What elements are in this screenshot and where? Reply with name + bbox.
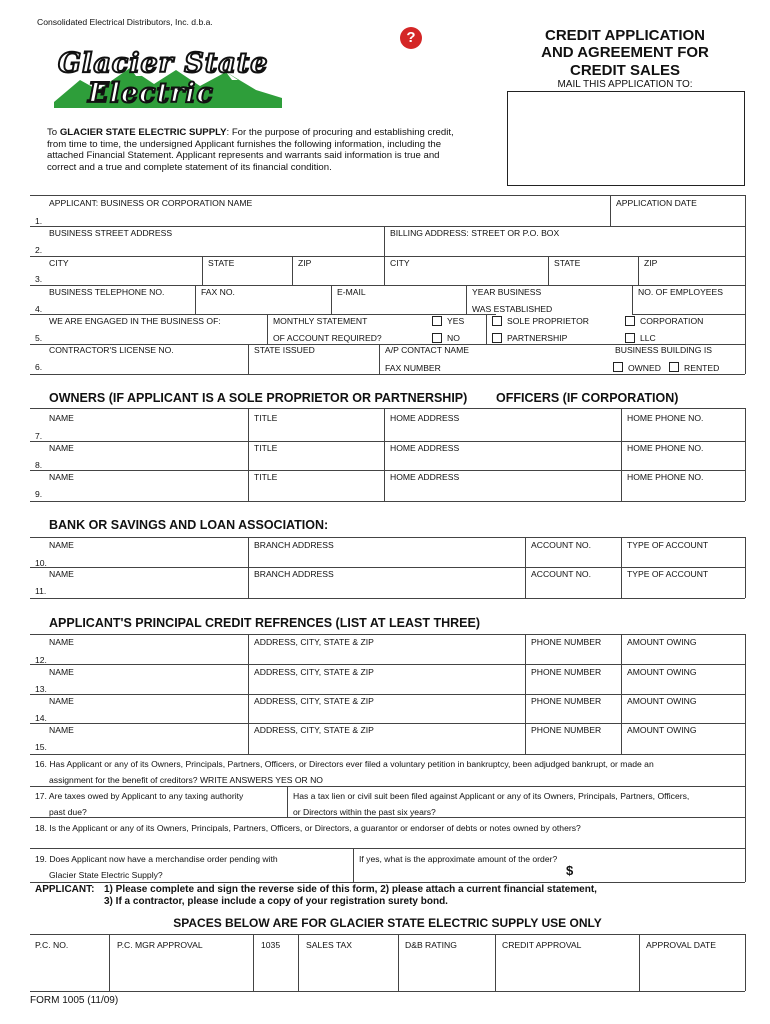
street-address-field[interactable]: BUSINESS STREET ADDRESS <box>49 228 173 238</box>
reference-address-field[interactable]: ADDRESS, CITY, STATE & ZIP <box>254 725 374 735</box>
officers-heading: OFFICERS (IF CORPORATION) <box>496 391 679 405</box>
question-19[interactable]: 19. Does Applicant now have a merchandise order pending with <box>35 854 278 864</box>
pc-mgr-approval-field[interactable]: P.C. MGR APPROVAL <box>117 940 203 950</box>
billing-address-field[interactable]: BILLING ADDRESS: STREET OR P.O. BOX <box>390 228 560 238</box>
owner-name-field[interactable]: NAME <box>49 472 74 482</box>
application-date-field[interactable]: APPLICATION DATE <box>616 198 697 208</box>
owner-name-field[interactable]: NAME <box>49 443 74 453</box>
billing-city-field[interactable]: CITY <box>390 258 410 268</box>
bank-branch-field[interactable]: BRANCH ADDRESS <box>254 540 334 550</box>
instructions-line2: 3) If a contractor, please include a copy of your registration surety bond. <box>104 896 448 907</box>
office-use-heading: SPACES BELOW ARE FOR GLACIER STATE ELECTRIC SUPPLY USE ONLY <box>173 916 602 930</box>
reference-phone-field[interactable]: PHONE NUMBER <box>531 725 602 735</box>
owner-title-field[interactable]: TITLE <box>254 443 278 453</box>
owner-name-field[interactable]: NAME <box>49 413 74 423</box>
reference-phone-field[interactable]: PHONE NUMBER <box>531 637 602 647</box>
question-18[interactable]: 18. Is the Applicant or any of its Owners, Principals, Partners, Officers, or Directors, a guarantor or endorser of debts or notes owned by others? <box>35 823 581 833</box>
question-17b[interactable]: Has a tax lien or civil suit been filed against Applicant or any of its Owners, Principals, Partners, Officers, <box>293 791 690 801</box>
state-issued-field[interactable]: STATE ISSUED <box>254 345 315 355</box>
ap-fax-field[interactable]: FAX NUMBER <box>385 363 441 373</box>
sales-tax-field[interactable]: SALES TAX <box>306 940 353 950</box>
owner-phone-field[interactable]: HOME PHONE NO. <box>627 472 704 482</box>
building-is-label: BUSINESS BUILDING IS <box>615 345 712 355</box>
form-number: FORM 1005 (11/09) <box>30 995 119 1006</box>
db-rating-field[interactable]: D&B RATING <box>405 940 457 950</box>
rented-checkbox[interactable] <box>669 362 679 372</box>
owner-phone-field[interactable]: HOME PHONE NO. <box>627 443 704 453</box>
reference-amount-field[interactable]: AMOUNT OWING <box>627 667 697 677</box>
monthly-statement-label: MONTHLY STATEMENT <box>273 316 368 326</box>
year-established-field[interactable]: YEAR BUSINESS <box>472 287 542 297</box>
billing-state-field[interactable]: STATE <box>554 258 581 268</box>
contractor-license-field[interactable]: CONTRACTOR'S LICENSE NO. <box>49 345 174 355</box>
mail-to-label: MAIL THIS APPLICATION TO: <box>557 79 693 90</box>
no-checkbox[interactable] <box>432 333 442 343</box>
reference-name-field[interactable]: NAME <box>49 725 74 735</box>
approval-date-field[interactable]: APPROVAL DATE <box>646 940 717 950</box>
form-title-line3: CREDIT SALES <box>569 62 680 79</box>
form-title-line2: AND AGREEMENT FOR <box>541 44 709 61</box>
llc-checkbox[interactable] <box>625 333 635 343</box>
question-16[interactable]: 16. Has Applicant or any of its Owners, Principals, Partners, Officers, or Directors ever filed a voluntary petition in bankruptcy, been adjudged bankrupt, or made an <box>35 759 654 769</box>
bank-heading: BANK OR SAVINGS AND LOAN ASSOCIATION: <box>49 518 329 532</box>
owner-address-field[interactable]: HOME ADDRESS <box>390 413 460 423</box>
reference-name-field[interactable]: NAME <box>49 667 74 677</box>
ap-contact-field[interactable]: A/P CONTACT NAME <box>385 345 470 355</box>
reference-amount-field[interactable]: AMOUNT OWING <box>627 725 697 735</box>
reference-phone-field[interactable]: PHONE NUMBER <box>531 667 602 677</box>
reference-amount-field[interactable]: AMOUNT OWING <box>627 637 697 647</box>
billing-zip-field[interactable]: ZIP <box>644 258 658 268</box>
zip-field[interactable]: ZIP <box>298 258 312 268</box>
bank-branch-field[interactable]: BRANCH ADDRESS <box>254 569 334 579</box>
partnership-checkbox[interactable] <box>492 333 502 343</box>
corporation-checkbox[interactable] <box>625 316 635 326</box>
reference-amount-field[interactable]: AMOUNT OWING <box>627 696 697 706</box>
code-field[interactable]: 1035 <box>261 940 281 950</box>
reference-phone-field[interactable]: PHONE NUMBER <box>531 696 602 706</box>
owner-phone-field[interactable]: HOME PHONE NO. <box>627 413 704 423</box>
logo-text-top: Glacier State <box>58 48 269 79</box>
mail-to-address-box[interactable] <box>507 91 745 186</box>
company-dba: Consolidated Electrical Distributors, Inc. d.b.a. <box>37 17 213 27</box>
references-heading: APPLICANT'S PRINCIPAL CREDIT REFRENCES (LIST AT LEAST THREE) <box>49 616 480 630</box>
employees-field[interactable]: NO. OF EMPLOYEES <box>638 287 724 297</box>
credit-approval-field[interactable]: CREDIT APPROVAL <box>502 940 582 950</box>
reference-address-field[interactable]: ADDRESS, CITY, STATE & ZIP <box>254 667 374 677</box>
sole-proprietor-checkbox[interactable] <box>492 316 502 326</box>
bank-type-field[interactable]: TYPE OF ACCOUNT <box>627 540 709 550</box>
reference-address-field[interactable]: ADDRESS, CITY, STATE & ZIP <box>254 637 374 647</box>
email-field[interactable]: E-MAIL <box>337 287 366 297</box>
owner-title-field[interactable]: TITLE <box>254 472 278 482</box>
business-name-field[interactable]: APPLICANT: BUSINESS OR CORPORATION NAME <box>49 198 253 208</box>
form-title-line1: CREDIT APPLICATION <box>545 27 705 44</box>
reference-name-field[interactable]: NAME <box>49 637 74 647</box>
reference-address-field[interactable]: ADDRESS, CITY, STATE & ZIP <box>254 696 374 706</box>
bank-name-field[interactable]: NAME <box>49 540 74 550</box>
yes-checkbox[interactable] <box>432 316 442 326</box>
business-of-field[interactable]: WE ARE ENGAGED IN THE BUSINESS OF: <box>49 316 221 326</box>
intro-company: GLACIER STATE ELECTRIC SUPPLY <box>59 127 227 138</box>
question-17[interactable]: 17. Are taxes owed by Applicant to any taxing authority <box>35 791 244 801</box>
bank-account-field[interactable]: ACCOUNT NO. <box>531 569 592 579</box>
instructions-label: APPLICANT: <box>35 884 95 895</box>
owners-heading: OWNERS (IF APPLICANT IS A SOLE PROPRIETOR OR PARTNERSHIP) <box>49 391 468 405</box>
question-19b[interactable]: If yes, what is the approximate amount of the order? <box>359 854 558 864</box>
bank-type-field[interactable]: TYPE OF ACCOUNT <box>627 569 709 579</box>
dollar-sign: $ <box>566 863 574 878</box>
pc-no-field[interactable]: P.C. NO. <box>35 940 69 950</box>
fax-field[interactable]: FAX NO. <box>201 287 235 297</box>
logo-text-bottom: Electric <box>88 78 214 109</box>
owned-checkbox[interactable] <box>613 362 623 372</box>
owner-title-field[interactable]: TITLE <box>254 413 278 423</box>
bank-name-field[interactable]: NAME <box>49 569 74 579</box>
intro-paragraph: To GLACIER STATE ELECTRIC SUPPLY: For the purpose of procuring and establishing credit, from time to time, the undersigned Applicant furnishes the following information, including the attached Financial Statement. Applicant represents and warrants said information is true and correct and a true and complete statement of its financial condition. <box>47 127 454 173</box>
owner-address-field[interactable]: HOME ADDRESS <box>390 443 460 453</box>
owner-address-field[interactable]: HOME ADDRESS <box>390 472 460 482</box>
reference-name-field[interactable]: NAME <box>49 696 74 706</box>
city-field[interactable]: CITY <box>49 258 69 268</box>
instructions-line1: 1) Please complete and sign the reverse side of this form, 2) please attach a current financial statement, <box>104 884 597 895</box>
help-icon[interactable]: ? <box>400 27 422 49</box>
bank-account-field[interactable]: ACCOUNT NO. <box>531 540 592 550</box>
company-logo <box>50 46 286 116</box>
business-phone-field[interactable]: BUSINESS TELEPHONE NO. <box>49 287 165 297</box>
state-field[interactable]: STATE <box>208 258 235 268</box>
